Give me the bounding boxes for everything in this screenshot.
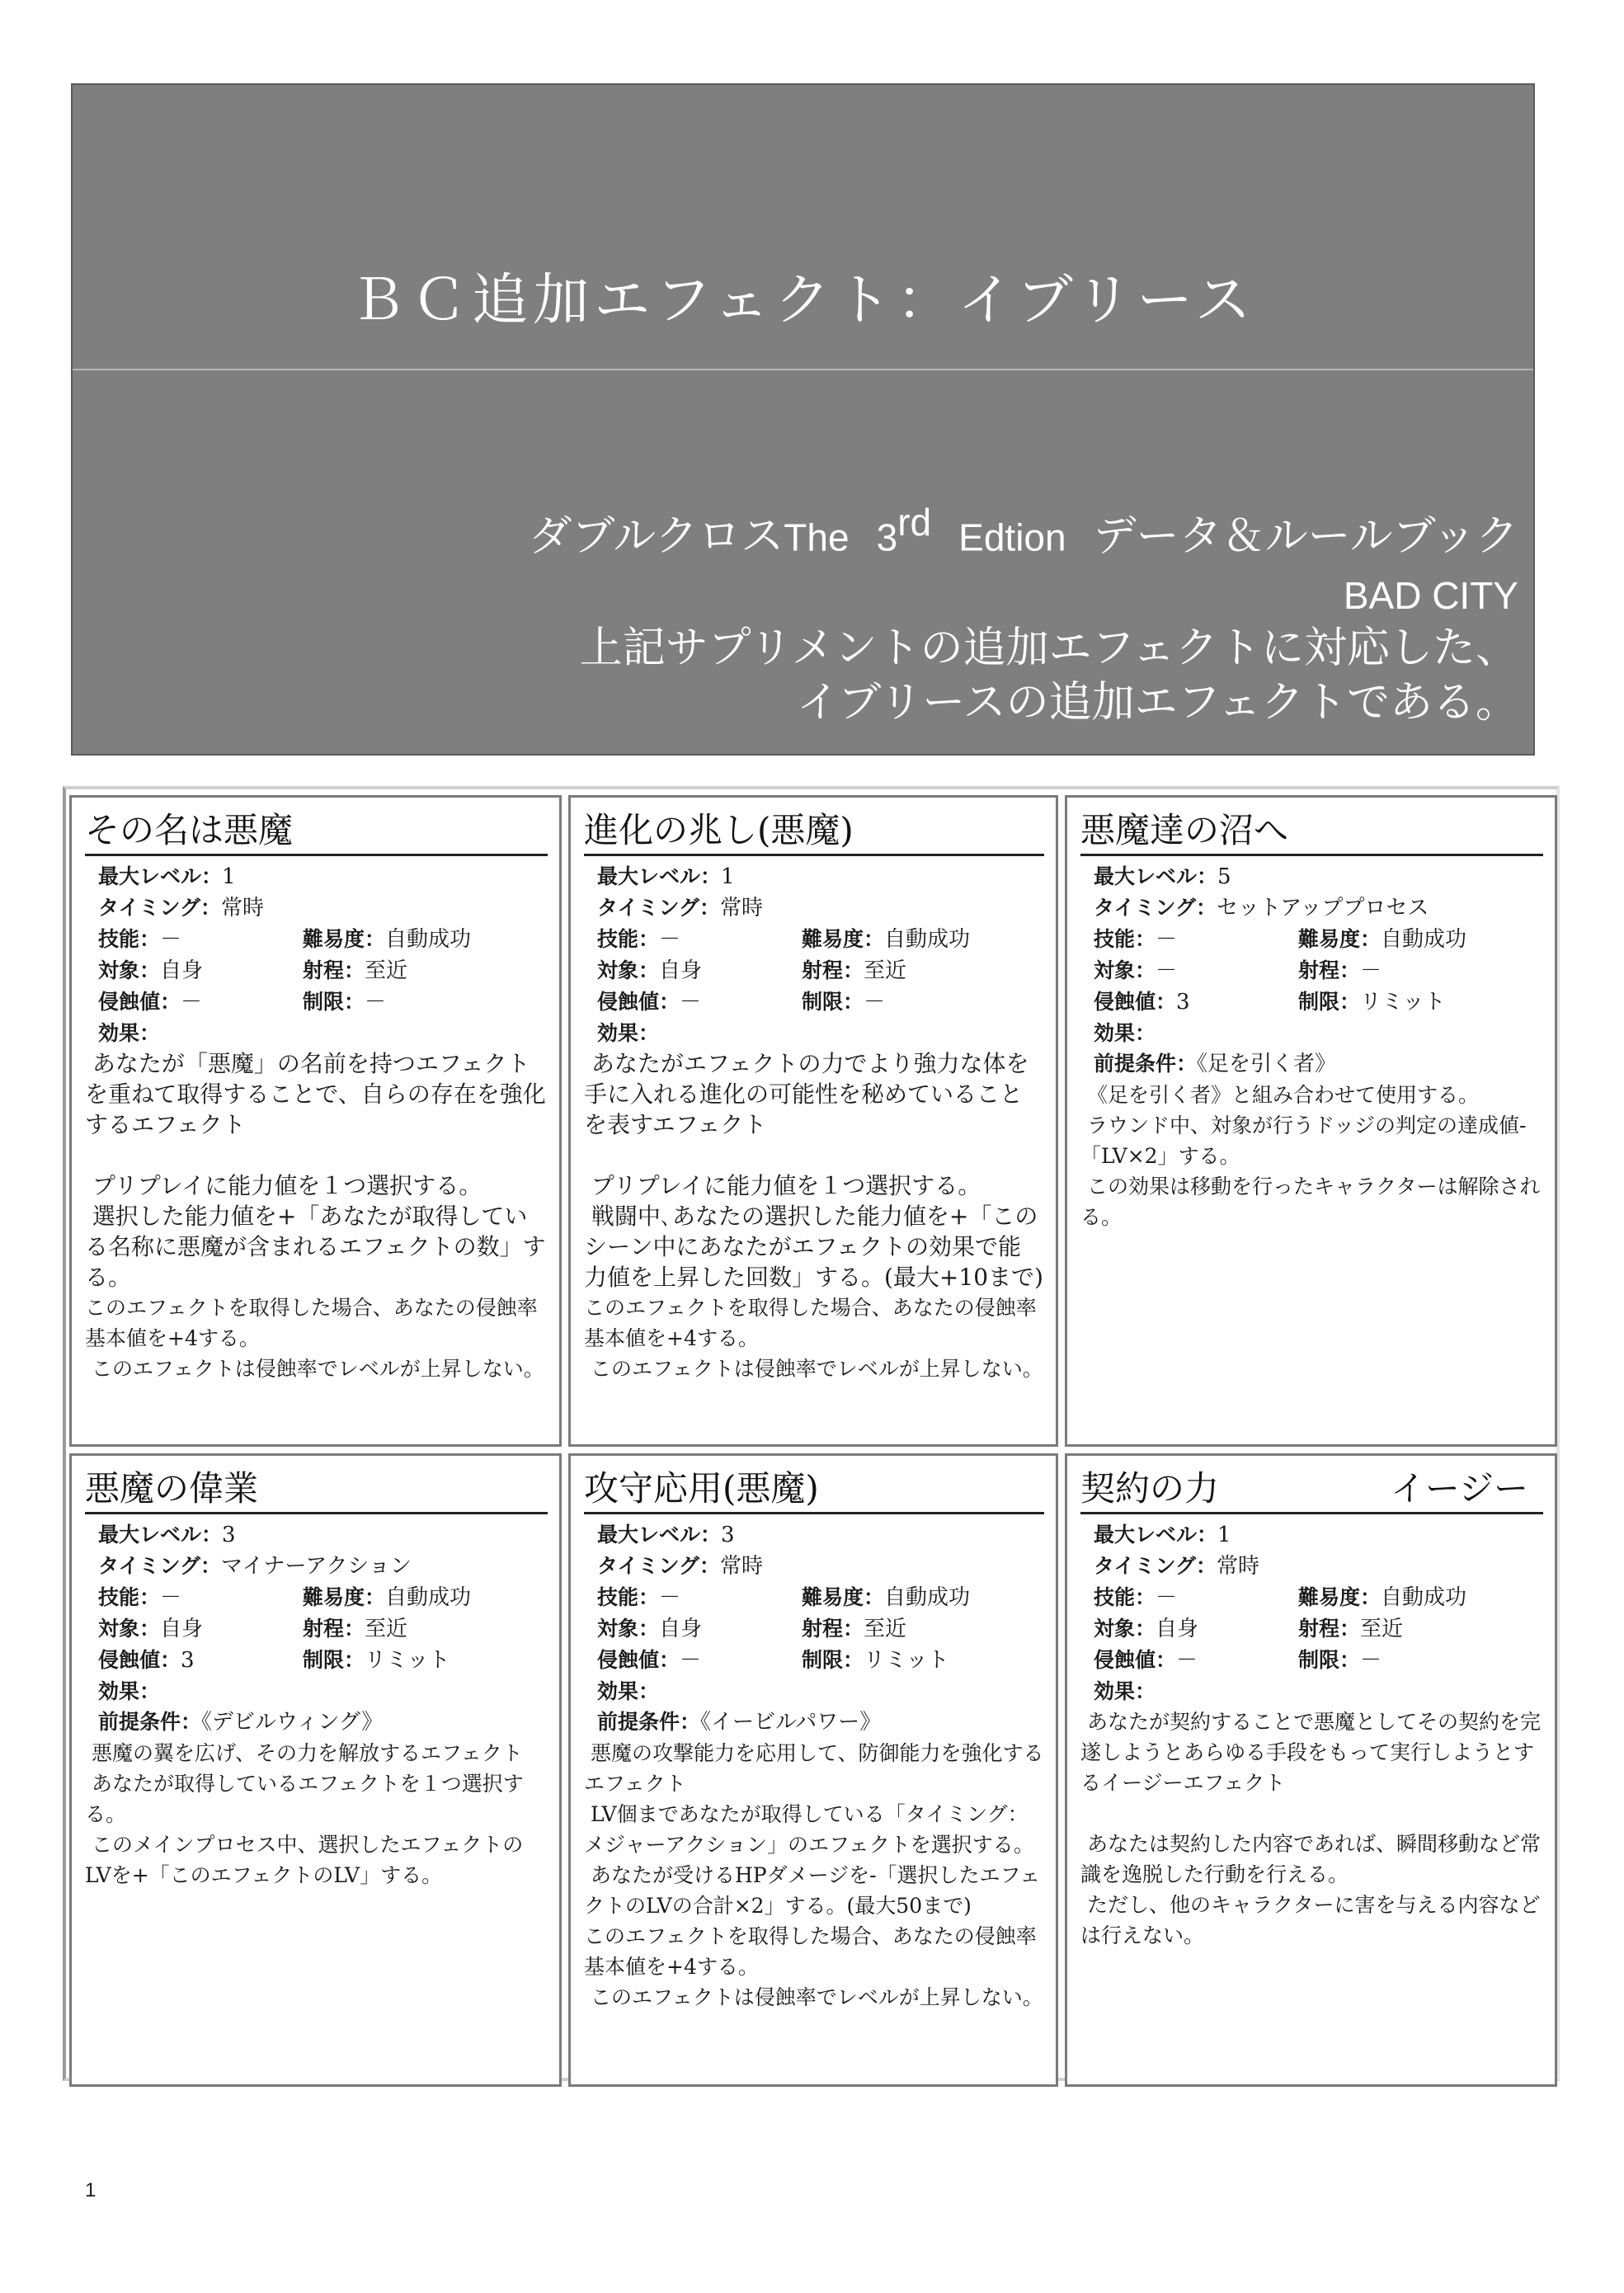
- description-paragraph: 戦闘中､あなたの選択した能力値を+「このシーン中にあなたがエフェクトの効果で能力値を上昇した回数」する。(最大+10まで): [584, 1203, 1043, 1291]
- difficulty-value: 自動成功: [1381, 1585, 1467, 1610]
- description-paragraph: 《足を引く者》と組み合わせて使用する。: [1080, 1083, 1479, 1107]
- effect-label-row: 効果：: [597, 1679, 660, 1703]
- limit-value: リミット: [1360, 990, 1446, 1015]
- prerequisite-value: 《デビルウィング》: [201, 1710, 384, 1735]
- prerequisite-row: 前提条件：《足を引く者》: [1094, 1052, 1337, 1076]
- target-range-row: 対象：－ 射程：－: [1094, 958, 1382, 983]
- effect-card: [568, 1453, 1058, 2087]
- description-paragraph: 選択した能力値を+「あなたが取得している名称に悪魔が含まれるエフェクトの数」する。: [85, 1203, 546, 1291]
- source-supplement-name: BAD CITY: [1343, 574, 1518, 618]
- limit-value: リミット: [864, 1648, 949, 1673]
- skill-value: －: [160, 1585, 182, 1610]
- description-line-1: 上記サプリメントの追加エフェクトに対応した、: [579, 624, 1518, 674]
- effect-card: [568, 795, 1058, 1447]
- limit-value: リミット: [365, 1648, 450, 1673]
- erosion-limit-row: 侵蝕値：－ 制限：－: [1094, 1648, 1382, 1673]
- target-value: 自身: [659, 958, 703, 983]
- skill-difficulty-row: 技能：－ 難易度：自動成功: [1094, 1585, 1467, 1610]
- easy-tag: [1528, 809, 1543, 852]
- difficulty-value: 自動成功: [884, 1585, 971, 1610]
- timing-value: セットアッププロセス: [1217, 896, 1429, 920]
- description-paragraph: あなたがエフェクトの力でより強力な体を手に入れる進化の可能性を秘めていることを表すエフェクト: [584, 1050, 1029, 1138]
- skill-difficulty-row: 技能：－ 難易度：自動成功: [597, 927, 971, 952]
- description-line-2: イブリースの追加エフェクトである。: [796, 678, 1518, 728]
- skill-value: －: [659, 1585, 681, 1610]
- effect-card: [1065, 795, 1557, 1447]
- easy-tag: [533, 809, 548, 852]
- difficulty-value: 自動成功: [1381, 927, 1467, 952]
- effect-name: 進化の兆し(悪魔): [584, 809, 1044, 856]
- effect-label-row: 効果：: [98, 1021, 161, 1045]
- description-paragraph: LV個まであなたが取得している「タイミング：メジャーアクション」のエフェクトを選択する。: [584, 1802, 1034, 1857]
- prerequisite-row: 前提条件：《デビルウィング》: [98, 1710, 384, 1735]
- timing-value: 常時: [720, 896, 764, 920]
- timing-row: タイミング：常時: [1094, 1554, 1260, 1579]
- description-paragraph: プリプレイに能力値を１つ選択する。: [584, 1172, 981, 1199]
- target-value: 自身: [659, 1617, 703, 1641]
- description-paragraph: このエフェクトは侵蝕率でレベルが上昇しない。: [584, 1985, 1043, 2009]
- erosion-limit-row: 侵蝕値：3 制限：リミット: [98, 1648, 450, 1673]
- description-paragraph: あなたが「悪魔」の名前を持つエフェクトを重ねて取得することで、自らの存在を強化するエフェクト: [85, 1050, 546, 1138]
- target-value: 自身: [160, 1617, 204, 1641]
- max-level-row: 最大レベル：5: [1094, 864, 1231, 889]
- limit-value: －: [365, 990, 387, 1015]
- max-level-row: 最大レベル：1: [98, 864, 236, 889]
- max-level-value: 1: [222, 864, 236, 889]
- easy-tag: [1029, 809, 1044, 852]
- effect-description: [584, 1738, 1044, 2013]
- effect-description: [85, 1048, 548, 1384]
- prerequisite-value: 《イービルパワー》: [700, 1710, 882, 1735]
- description-paragraph: このエフェクトを取得した場合、あなたの侵蝕率基本値を+4する。: [85, 1296, 538, 1350]
- erosion-value: 3: [181, 1648, 195, 1673]
- timing-value: 常時: [720, 1554, 764, 1579]
- difficulty-value: 自動成功: [385, 1585, 472, 1610]
- range-value: 至近: [864, 958, 907, 983]
- effect-card: [69, 795, 562, 1447]
- description-paragraph: この効果は移動を行ったキャラクターは解除される。: [1080, 1175, 1541, 1229]
- target-range-row: 対象：自身 射程：至近: [597, 1617, 907, 1641]
- description-paragraph: [85, 1140, 548, 1170]
- effect-description: [1080, 1707, 1543, 1951]
- target-value: 自身: [160, 958, 204, 983]
- max-level-value: 5: [1217, 864, 1231, 889]
- range-value: 至近: [864, 1617, 907, 1641]
- banner-subtitle: [281, 489, 1518, 730]
- effect-stats: [1080, 1519, 1543, 1707]
- effect-stats: [584, 861, 1044, 1048]
- target-range-row: 対象：自身 射程：至近: [98, 958, 408, 983]
- prerequisite-value: 《足を引く者》: [1197, 1052, 1337, 1076]
- limit-value: －: [864, 990, 886, 1015]
- source-book-line: ダブルクロスThe 3rd Edtion データ＆ルールブック: [529, 501, 1518, 562]
- effect-description: [1080, 1080, 1543, 1232]
- effect-name: 攻守応用(悪魔): [584, 1467, 1044, 1514]
- skill-difficulty-row: 技能：－ 難易度：自動成功: [597, 1585, 971, 1610]
- max-level-row: 最大レベル：1: [1094, 1523, 1231, 1547]
- description-paragraph: あなたが取得しているエフェクトを１つ選択する。: [85, 1772, 524, 1826]
- effect-label-row: 効果：: [597, 1021, 660, 1045]
- skill-value: －: [659, 927, 681, 952]
- effect-card: [69, 1453, 562, 2087]
- target-range-row: 対象：自身 射程：至近: [1094, 1617, 1404, 1641]
- description-paragraph: [584, 1140, 1044, 1170]
- erosion-limit-row: 侵蝕値：－ 制限：リミット: [597, 1648, 949, 1673]
- easy-tag: イージー: [1390, 1468, 1528, 1509]
- skill-value: －: [160, 927, 182, 952]
- description-paragraph: このエフェクトを取得した場合、あなたの侵蝕率基本値を+4する。: [584, 1296, 1037, 1350]
- max-level-row: 最大レベル：3: [98, 1523, 236, 1547]
- timing-row: タイミング：常時: [597, 1554, 764, 1579]
- effect-name: その名は悪魔: [85, 809, 548, 856]
- difficulty-value: 自動成功: [884, 927, 971, 952]
- effect-description: [584, 1048, 1044, 1384]
- target-value: －: [1156, 958, 1178, 983]
- document-title: ＢＣ追加エフェクト：イブリース: [350, 268, 1256, 333]
- easy-tag: [1029, 1467, 1044, 1510]
- effect-stats: [1080, 861, 1543, 1080]
- target-range-row: 対象：自身 射程：至近: [98, 1617, 408, 1641]
- timing-row: タイミング：セットアッププロセス: [1094, 896, 1429, 920]
- description-paragraph: あなたは契約した内容であれば、瞬間移動など常識を逸脱した行動を行える。: [1080, 1832, 1541, 1886]
- effect-label-row: 効果：: [1094, 1021, 1156, 1045]
- effect-name: 悪魔達の沼へ: [1080, 809, 1543, 856]
- description-paragraph: あなたが契約することで悪魔としてその契約を完遂しようとあらゆる手段をもって実行しようとするイージーエフェクト: [1080, 1710, 1541, 1795]
- skill-difficulty-row: 技能：－ 難易度：自動成功: [98, 1585, 472, 1610]
- erosion-limit-row: 侵蝕値：－ 制限：－: [98, 990, 387, 1015]
- effect-stats: [584, 1519, 1044, 1738]
- effect-label-row: 効果：: [98, 1679, 161, 1703]
- timing-row: タイミング：常時: [597, 896, 764, 920]
- timing-value: 常時: [1217, 1554, 1260, 1579]
- target-value: 自身: [1156, 1617, 1199, 1641]
- effect-description: [85, 1738, 548, 1890]
- effect-name: 悪魔の偉業: [85, 1467, 548, 1514]
- skill-difficulty-row: 技能：－ 難易度：自動成功: [1094, 927, 1467, 952]
- max-level-row: 最大レベル：1: [597, 864, 735, 889]
- erosion-value: －: [181, 990, 203, 1015]
- timing-row: タイミング：常時: [98, 896, 265, 920]
- description-paragraph: このエフェクトは侵蝕率でレベルが上昇しない。: [85, 1357, 544, 1381]
- max-level-value: 1: [721, 864, 735, 889]
- description-paragraph: ただし、他のキャラクターに害を与える内容などは行えない。: [1080, 1893, 1541, 1947]
- max-level-row: 最大レベル：3: [597, 1523, 735, 1547]
- erosion-value: －: [1176, 1648, 1198, 1673]
- description-paragraph: [1080, 1798, 1543, 1829]
- title-banner: [71, 83, 1535, 756]
- effect-stats: [85, 861, 548, 1048]
- skill-difficulty-row: 技能：－ 難易度：自動成功: [98, 927, 472, 952]
- erosion-value: －: [680, 990, 702, 1015]
- description-paragraph: 悪魔の翼を広げ、その力を解放するエフェクト: [85, 1741, 523, 1765]
- limit-value: －: [1360, 1648, 1382, 1673]
- banner-divider: [73, 369, 1533, 370]
- range-value: 至近: [365, 958, 408, 983]
- erosion-value: 3: [1176, 990, 1190, 1015]
- description-paragraph: このエフェクトを取得した場合、あなたの侵蝕率基本値を+4する。: [584, 1924, 1037, 1979]
- erosion-limit-row: 侵蝕値：－ 制限：－: [597, 990, 886, 1015]
- effect-name: 契約の力 イージー: [1080, 1467, 1543, 1514]
- description-paragraph: 悪魔の攻撃能力を応用して、防御能力を強化するエフェクト: [584, 1741, 1044, 1796]
- effect-card: [1065, 1453, 1557, 2087]
- prerequisite-row: 前提条件：《イービルパワー》: [597, 1710, 882, 1735]
- description-paragraph: あなたが受けるHPダメージを-「選択したエフェクトのLVの合計×2」する。(最大50まで): [584, 1863, 1041, 1918]
- max-level-value: 3: [222, 1523, 236, 1547]
- skill-value: －: [1156, 1585, 1178, 1610]
- effect-label-row: 効果：: [1094, 1679, 1156, 1703]
- timing-value: 常時: [221, 896, 265, 920]
- difficulty-value: 自動成功: [385, 927, 472, 952]
- description-paragraph: このメインプロセス中、選択したエフェクトのLVを+「このエフェクトのLV」する。: [85, 1833, 524, 1887]
- page-number: 1: [85, 2179, 96, 2201]
- description-paragraph: このエフェクトは侵蝕率でレベルが上昇しない。: [584, 1357, 1043, 1381]
- timing-row: タイミング：マイナーアクション: [98, 1554, 412, 1579]
- range-value: 至近: [1360, 1617, 1404, 1641]
- easy-tag: [533, 1467, 548, 1510]
- erosion-value: －: [680, 1648, 702, 1673]
- range-value: 至近: [365, 1617, 408, 1641]
- description-paragraph: ラウンド中、対象が行うドッジの判定の達成値-「LV×2」する。: [1080, 1114, 1527, 1168]
- max-level-value: 1: [1217, 1523, 1231, 1547]
- max-level-value: 3: [721, 1523, 735, 1547]
- target-range-row: 対象：自身 射程：至近: [597, 958, 907, 983]
- description-paragraph: プリプレイに能力値を１つ選択する。: [85, 1172, 482, 1199]
- skill-value: －: [1156, 927, 1178, 952]
- range-value: －: [1360, 958, 1382, 983]
- erosion-limit-row: 侵蝕値：3 制限：リミット: [1094, 990, 1446, 1015]
- timing-value: マイナーアクション: [221, 1554, 412, 1579]
- effect-stats: [85, 1519, 548, 1738]
